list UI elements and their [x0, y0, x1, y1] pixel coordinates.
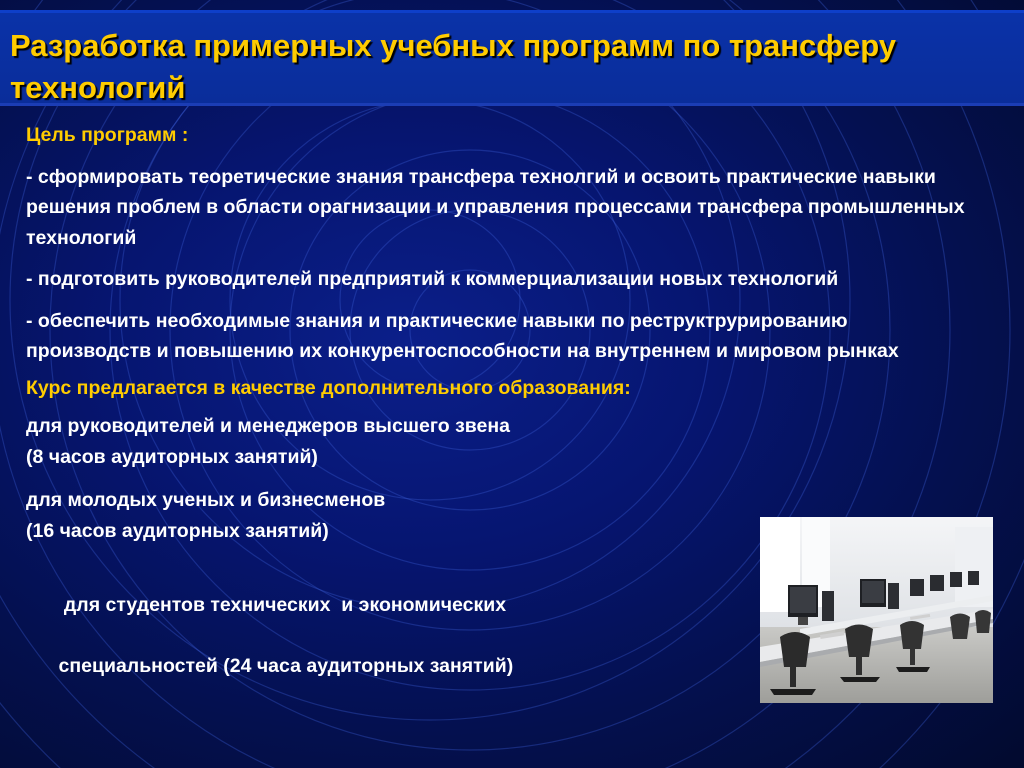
slide-title: Разработка примерных учебных программ по трансферу технологий — [10, 28, 896, 105]
title-bar — [0, 10, 1024, 106]
goal-heading: Цель программ : — [26, 124, 189, 146]
audience-hours: (16 часов аудиторных занятий) — [26, 519, 329, 542]
course-heading: Курс предлагается в качестве дополнительного образования: — [26, 376, 631, 399]
audience-label: для руководителей и менеджеров высшего звена — [26, 415, 510, 437]
goal-item: - сформировать теоретические знания трансфера технолгий и освоить практические навыки решения проблем в области орагнизации и управления процессами трансфера промышленных технологий — [26, 165, 965, 249]
goal-item: - обеспечить необходимые знания и практические навыки по реструктрурированию производств и повышению их конкурентоспособности на внутреннем и мировом рынках — [26, 309, 899, 362]
audience-item — [26, 411, 976, 472]
audience-label: для молодых ученых и бизнесменов — [26, 489, 386, 511]
audience-label: для студентов технических и экономических — [58, 593, 507, 616]
audience-hours: (8 часов аудиторных занятий) — [26, 445, 318, 468]
goal-item: - подготовить руководителей предприятий к коммерциализации новых технологий — [26, 268, 839, 290]
audience-hours: специальностей (24 часа аудиторных занятий) — [58, 654, 514, 677]
computer-classroom-photo — [760, 517, 993, 703]
